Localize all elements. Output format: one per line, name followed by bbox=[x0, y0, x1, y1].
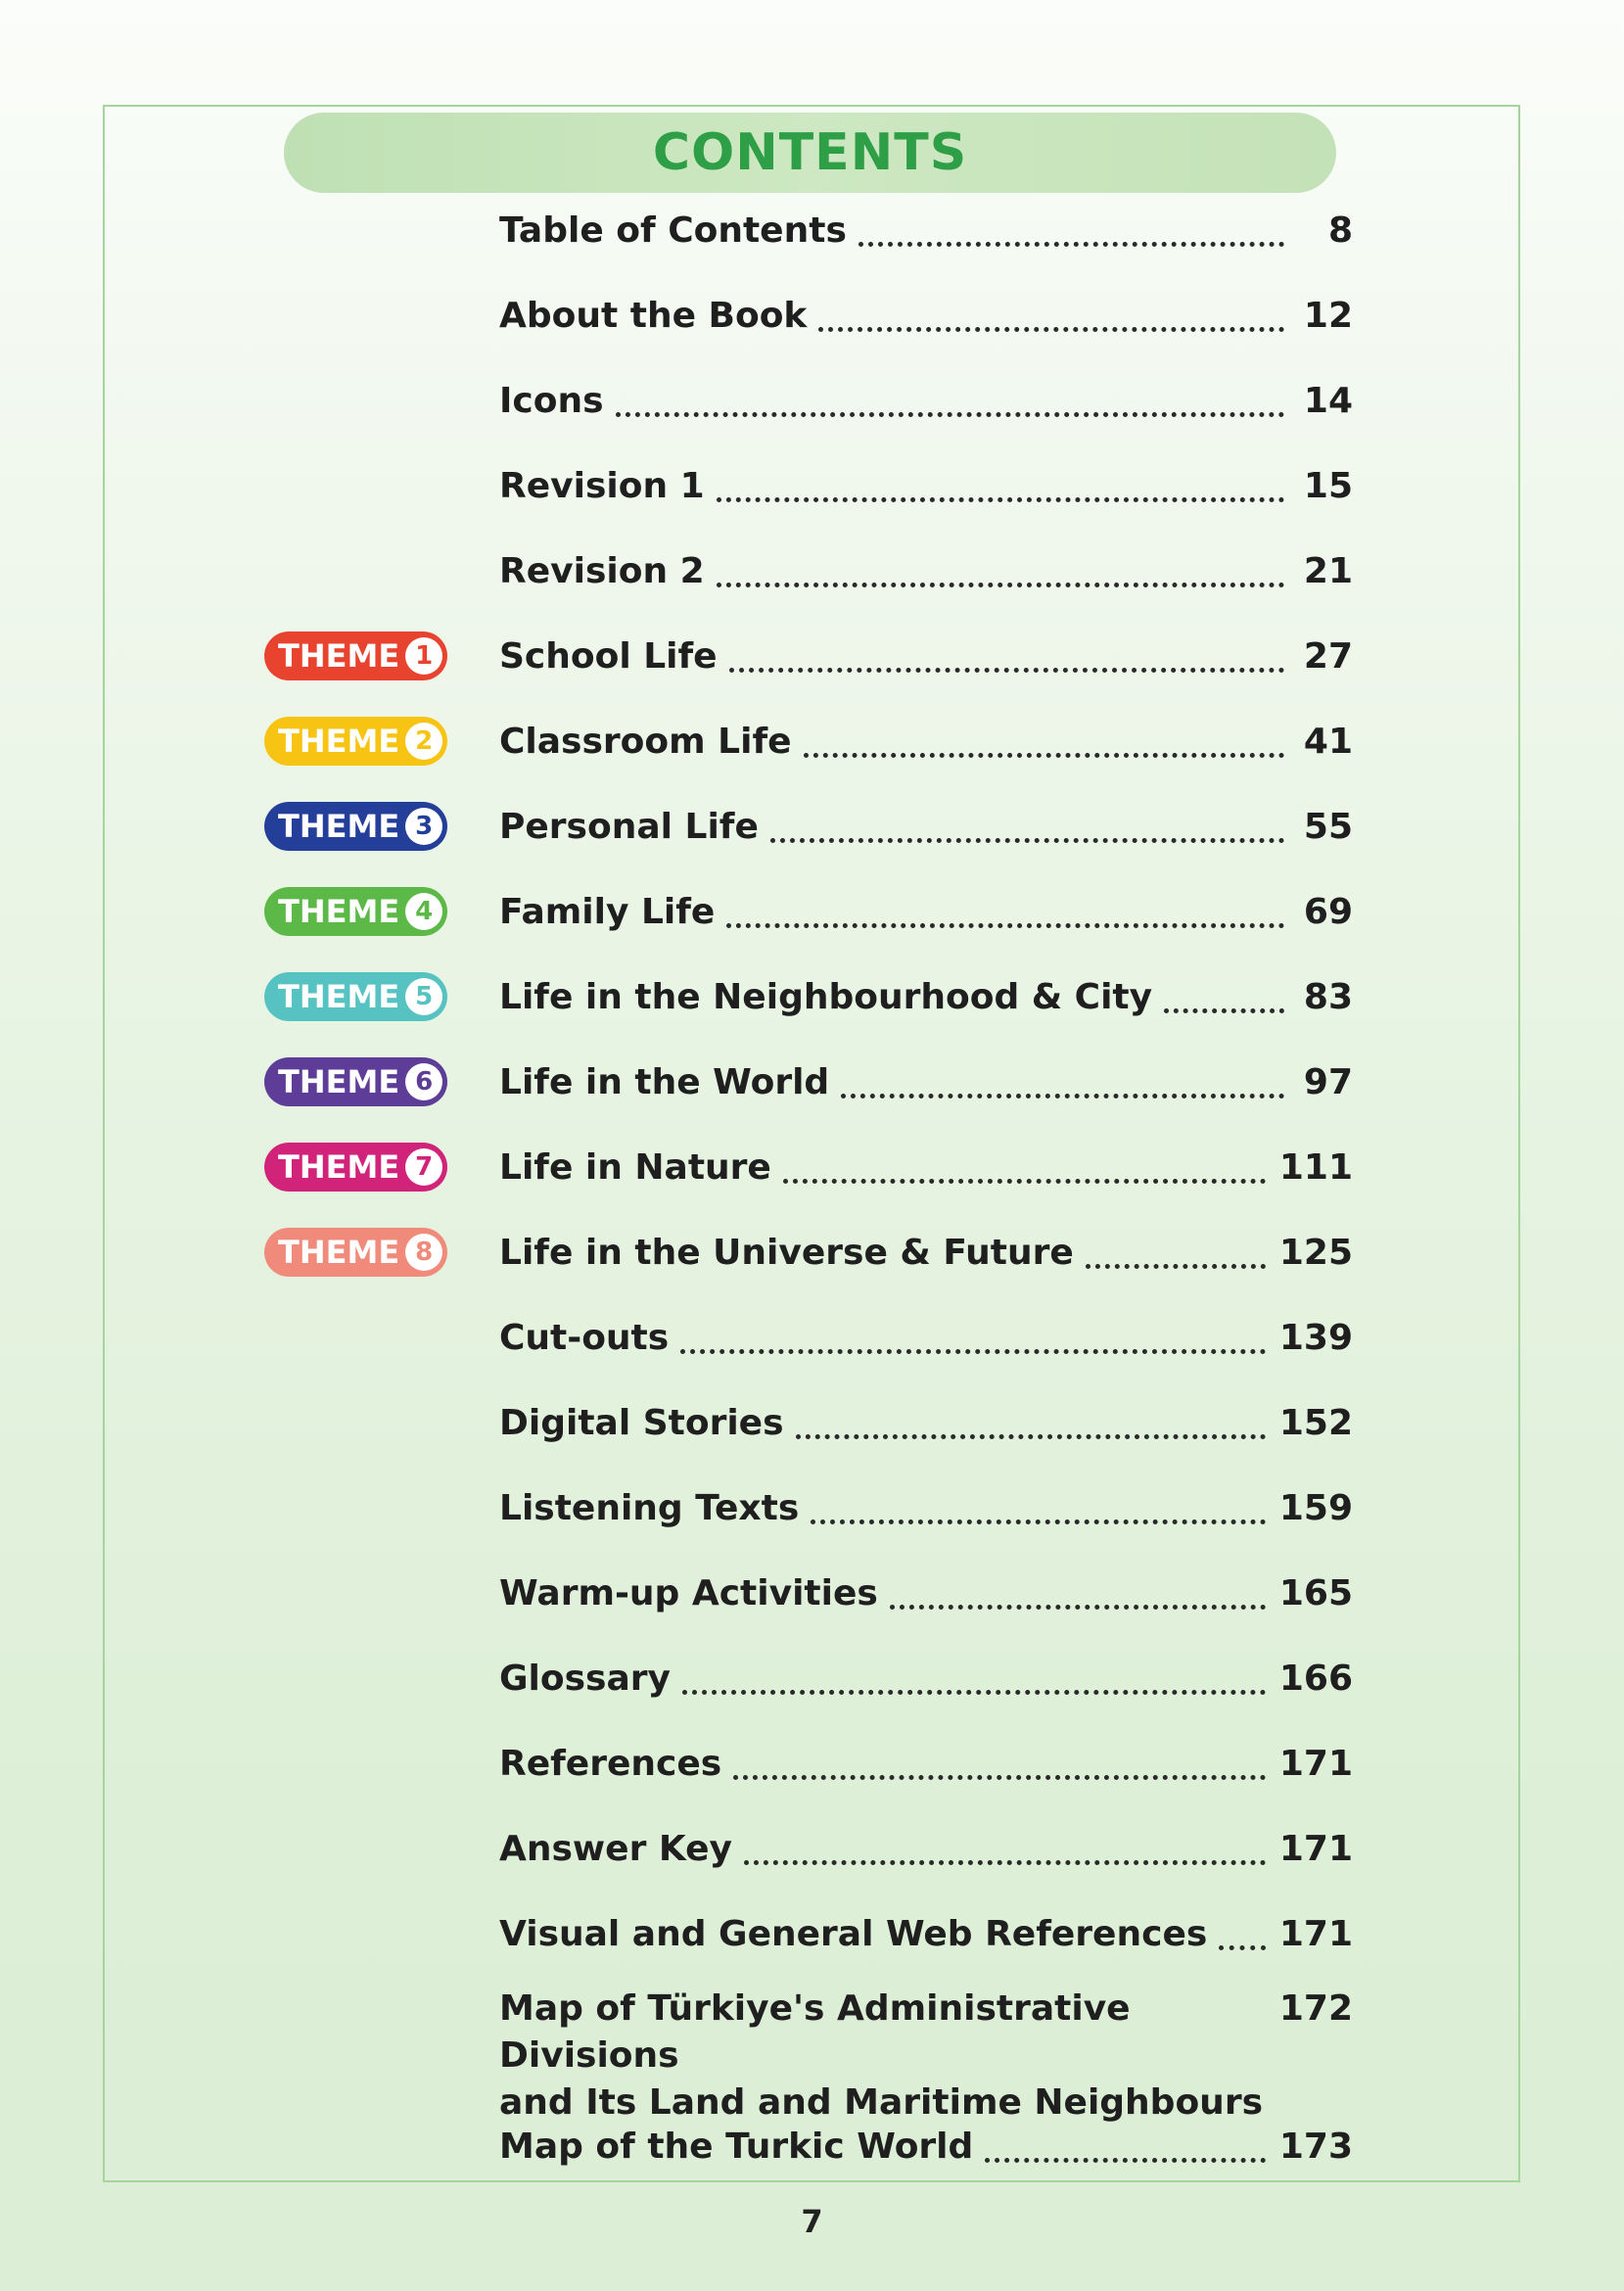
dot-leader bbox=[717, 547, 1284, 587]
toc-entry-page: 111 bbox=[1278, 1146, 1353, 1188]
toc-entry-title: About the Book bbox=[499, 295, 808, 336]
dot-leader bbox=[729, 632, 1284, 673]
dot-leader bbox=[818, 292, 1284, 332]
theme-badge-number: 1 bbox=[405, 637, 442, 675]
toc-entry[interactable] bbox=[264, 1133, 1353, 1201]
toc-entry-page: 15 bbox=[1303, 465, 1353, 506]
theme-slot bbox=[264, 1738, 499, 1789]
theme-badge-label: THEME bbox=[278, 723, 400, 760]
toc-entry[interactable] bbox=[264, 792, 1353, 861]
toc-entry[interactable] bbox=[264, 877, 1353, 946]
theme-slot bbox=[264, 290, 499, 341]
toc-entry-title: Icons bbox=[499, 380, 604, 421]
dot-leader bbox=[1219, 1910, 1266, 1950]
dot-leader bbox=[783, 1144, 1266, 1184]
toc-entry[interactable] bbox=[264, 281, 1353, 350]
toc-entry-page: 171 bbox=[1278, 1913, 1353, 1954]
dot-leader bbox=[796, 1399, 1266, 1439]
dot-leader bbox=[811, 1484, 1266, 1524]
toc-entry-page: 152 bbox=[1278, 1402, 1353, 1443]
toc-entry-page: 27 bbox=[1303, 635, 1353, 677]
toc-entry[interactable] bbox=[264, 537, 1353, 605]
toc-entry-page: 165 bbox=[1278, 1572, 1353, 1613]
toc-entry-page: 14 bbox=[1303, 380, 1353, 421]
theme-slot bbox=[264, 205, 499, 256]
theme-slot bbox=[264, 716, 499, 767]
toc-entry-title-line2: and Its Land and Maritime Neighbours bbox=[499, 2082, 1263, 2123]
theme-badge-number: 4 bbox=[405, 893, 442, 930]
page-title: CONTENTS bbox=[652, 123, 968, 182]
theme-badge bbox=[264, 802, 447, 851]
toc-entry[interactable] bbox=[264, 1218, 1353, 1286]
toc-entry-page: 173 bbox=[1278, 2126, 1353, 2167]
toc-entry-title-line1: Map of Türkiye's Administrative Divisions bbox=[499, 1988, 1131, 2076]
dot-leader bbox=[717, 462, 1284, 502]
toc-entry[interactable] bbox=[264, 451, 1353, 520]
toc-entry-page: 41 bbox=[1303, 721, 1353, 762]
theme-badge-label: THEME bbox=[278, 1148, 400, 1186]
toc-entry-title: Glossary bbox=[499, 1658, 671, 1699]
toc-entry-title: Life in Nature bbox=[499, 1146, 771, 1188]
toc-entry-page: 83 bbox=[1303, 976, 1353, 1017]
toc-entry-title: Personal Life bbox=[499, 806, 759, 847]
theme-badge-label: THEME bbox=[278, 637, 400, 675]
toc-entry-page: 159 bbox=[1278, 1487, 1353, 1528]
toc-entry[interactable] bbox=[264, 1303, 1353, 1372]
theme-slot bbox=[264, 1567, 499, 1618]
toc-entry-title: Life in the Universe & Future bbox=[499, 1232, 1074, 1273]
toc-entry-page: 55 bbox=[1303, 806, 1353, 847]
theme-badge-label: THEME bbox=[278, 978, 400, 1015]
toc-entry[interactable] bbox=[264, 1899, 1353, 1968]
theme-slot bbox=[264, 1908, 499, 1959]
theme-badge bbox=[264, 631, 447, 680]
toc-entry[interactable] bbox=[264, 1559, 1353, 1627]
dot-leader bbox=[733, 1740, 1266, 1780]
theme-badge-label: THEME bbox=[278, 893, 400, 930]
theme-badge-number: 8 bbox=[405, 1234, 442, 1271]
toc-entry[interactable] bbox=[264, 1048, 1353, 1116]
theme-slot bbox=[264, 1227, 499, 1278]
toc-entry-map-turkic[interactable] bbox=[264, 2112, 1353, 2180]
theme-badge bbox=[264, 1143, 447, 1192]
theme-badge-number: 7 bbox=[405, 1148, 442, 1186]
dot-leader bbox=[682, 1655, 1266, 1695]
theme-slot bbox=[264, 631, 499, 681]
toc-entry-page: 97 bbox=[1303, 1061, 1353, 1102]
toc-entry-map-admin[interactable] bbox=[499, 1986, 1353, 2127]
dot-leader bbox=[985, 2123, 1266, 2163]
theme-badge-number: 3 bbox=[405, 808, 442, 845]
toc-entry-page: 8 bbox=[1327, 210, 1353, 251]
toc-entry-title: Answer Key bbox=[499, 1828, 733, 1869]
toc-entry[interactable] bbox=[264, 1814, 1353, 1883]
dot-leader bbox=[841, 1058, 1284, 1099]
toc-entry-title: Life in the Neighbourhood & City bbox=[499, 976, 1153, 1017]
theme-slot bbox=[264, 375, 499, 426]
toc-entry-page: 171 bbox=[1278, 1743, 1353, 1784]
toc-entry[interactable] bbox=[264, 707, 1353, 775]
toc-entry-title: Table of Contents bbox=[499, 210, 847, 251]
dot-leader bbox=[1164, 973, 1284, 1013]
toc-entry-page: 69 bbox=[1303, 891, 1353, 932]
toc-entry[interactable] bbox=[264, 196, 1353, 264]
toc-entry[interactable] bbox=[264, 1729, 1353, 1798]
theme-slot bbox=[264, 1312, 499, 1363]
theme-badge-number: 2 bbox=[405, 723, 442, 760]
toc-entry-title: Cut-outs bbox=[499, 1317, 670, 1358]
toc-entry-title: Life in the World bbox=[499, 1061, 830, 1102]
theme-slot bbox=[264, 1397, 499, 1448]
dot-leader bbox=[1086, 1229, 1266, 1269]
toc-entry-title: Digital Stories bbox=[499, 1402, 784, 1443]
toc-entry-page: 12 bbox=[1303, 295, 1353, 336]
toc-entry[interactable] bbox=[264, 1644, 1353, 1712]
theme-slot bbox=[264, 1142, 499, 1192]
theme-slot bbox=[264, 545, 499, 596]
theme-badge bbox=[264, 887, 447, 936]
toc-entry-title: Map of the Turkic World bbox=[499, 2126, 974, 2167]
theme-badge-label: THEME bbox=[278, 808, 400, 845]
dot-leader bbox=[890, 1569, 1266, 1610]
toc-entry-title bbox=[499, 1986, 1279, 2127]
theme-badge-label: THEME bbox=[278, 1063, 400, 1100]
toc-entry[interactable] bbox=[264, 1473, 1353, 1542]
toc-entry-page: 21 bbox=[1303, 550, 1353, 591]
toc-entry[interactable] bbox=[264, 1388, 1353, 1457]
toc-entry-page: 172 bbox=[1278, 1988, 1353, 2029]
toc-entry-title: Classroom Life bbox=[499, 721, 792, 762]
theme-slot bbox=[264, 1653, 499, 1704]
theme-badge-number: 5 bbox=[405, 978, 442, 1015]
dot-leader bbox=[804, 718, 1284, 758]
theme-slot bbox=[264, 971, 499, 1022]
theme-slot bbox=[264, 1823, 499, 1874]
toc-entry-page: 171 bbox=[1278, 1828, 1353, 1869]
toc-entry-title: Visual and General Web References bbox=[499, 1913, 1208, 1954]
toc-entry[interactable] bbox=[264, 962, 1353, 1031]
theme-slot-empty bbox=[264, 2121, 499, 2172]
theme-badge bbox=[264, 717, 447, 766]
toc-entry-title: References bbox=[499, 1743, 722, 1784]
theme-slot bbox=[264, 886, 499, 937]
toc-entry-page: 139 bbox=[1278, 1317, 1353, 1358]
toc-entry-title: Revision 1 bbox=[499, 465, 705, 506]
toc-entry[interactable] bbox=[264, 366, 1353, 435]
theme-badge bbox=[264, 1228, 447, 1277]
toc-entry-title: Family Life bbox=[499, 891, 716, 932]
theme-badge-number: 6 bbox=[405, 1063, 442, 1100]
toc-entry-title: Warm-up Activities bbox=[499, 1572, 878, 1613]
page-number: 7 bbox=[801, 2203, 823, 2240]
toc-entry-page: 125 bbox=[1278, 1232, 1353, 1273]
toc-entry-page: 166 bbox=[1278, 1658, 1353, 1699]
dot-leader bbox=[770, 803, 1284, 843]
theme-slot bbox=[264, 1056, 499, 1107]
toc-entry-title: Revision 2 bbox=[499, 550, 705, 591]
dot-leader bbox=[726, 888, 1284, 928]
theme-slot bbox=[264, 460, 499, 511]
dot-leader bbox=[616, 377, 1284, 417]
dot-leader bbox=[680, 1314, 1266, 1354]
theme-slot bbox=[264, 801, 499, 852]
toc-entry[interactable] bbox=[264, 622, 1353, 690]
theme-slot bbox=[264, 1482, 499, 1533]
toc-entry-title: Listening Texts bbox=[499, 1487, 800, 1528]
theme-badge-label: THEME bbox=[278, 1234, 400, 1271]
dot-leader bbox=[858, 207, 1284, 247]
toc-entry-title: School Life bbox=[499, 635, 718, 677]
dot-leader bbox=[744, 1825, 1266, 1865]
theme-badge bbox=[264, 1057, 447, 1106]
theme-badge bbox=[264, 972, 447, 1021]
